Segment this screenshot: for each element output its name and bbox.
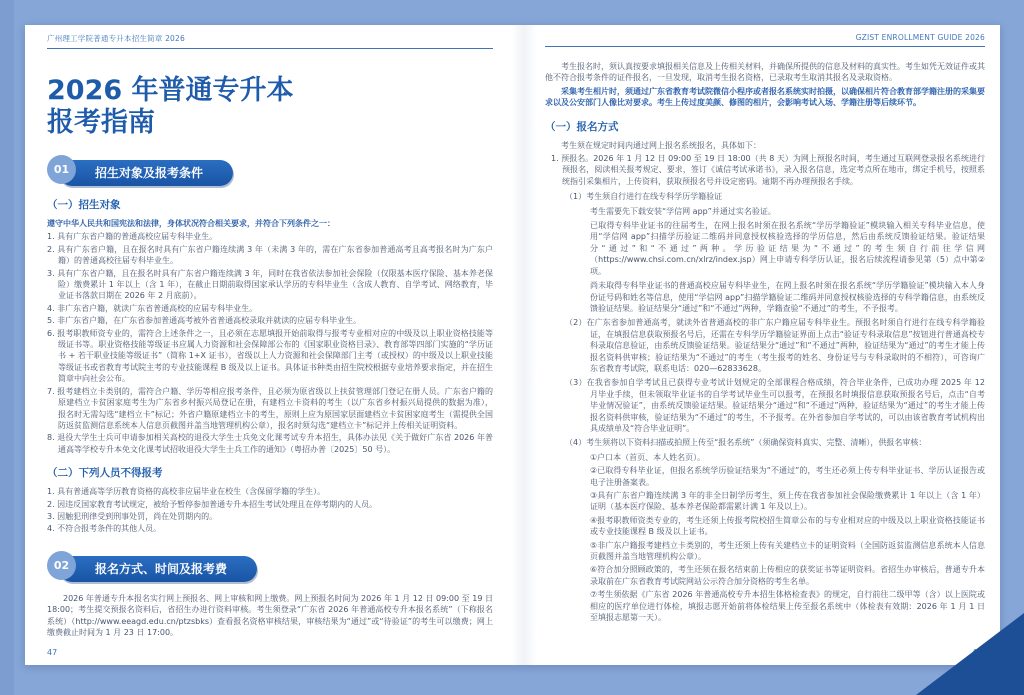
page-paper (25, 25, 1000, 665)
subsection-heading: （一）报名方式 (545, 120, 619, 133)
material-item: ④报考职教师资类专业的，考生还须上传报考院校招生简章公布的与专业相对应的中级及以上职业资格技能证书或专业技能课程 B 级及以上证书。 (590, 515, 985, 537)
list-item: 4. 非广东省户籍，就读广东省普通高校的应届专科毕业生。 (47, 303, 258, 313)
subsection-heading: （一）招生对象 (47, 199, 121, 211)
page-gutter (511, 25, 537, 665)
paragraph: 考生报名时，须认真按要求填报相关信息及上传相关材料，并确保所提供的信息及材料的真实性。考生如凭无效证件或其他不符合报考条件的证件报名，一旦发现，取消考生报名资格，已录取考生取消其报名及录取资格。 (545, 62, 985, 83)
running-header-right: GZIST ENROLLMENT GUIDE 2026 (545, 33, 985, 47)
page-title (47, 75, 493, 139)
photo-requirement-highlight: 采集考生相片时，须通过广东省教育考试院微信小程序或者报名系统实时拍摄，以确保相片符合教育部学籍注册的采集要求以及公安部门人像比对要求。考生上传过度美颜、修图的相片，会影响考试入场、学籍注册等后续环节。 (545, 86, 985, 108)
section-title-pill: 报名方式、时间及报考费 (59, 556, 257, 582)
sub-item-paragraph: 已取得专科毕业证书的往届考生，在网上报名时须在报名系统“学历学籍验证”模块输入相关专科毕业信息，使用“学信网 app”扫描学历验证二维码并同意授权核验选择的学历信息，然后由系统反馈验证结果。验证结果分“通过”和“不通过”两种。学历验证结果为“不通过”的考生须自行前往学信网（https://www.chsi.com.cn/xlrz/index.jsp）网上申请专科学历认证，报名后续流程请参见第（5）点中第②项。 (590, 221, 985, 276)
eligibility-lead: 遵守中华人民共和国宪法和法律，身体状况符合相关要求，并符合下列条件之一： (47, 219, 335, 228)
material-item: ①户口本（首页、本人姓名页）。 (590, 452, 706, 462)
list-item: 2. 具有广东省户籍，且在报名时具有广东省户籍连续满 3 年（未满 3 年的，需在广东省参加普通高考且高考报名时为广东户籍）的普通高校往届专科毕业生。 (47, 244, 493, 266)
list-item: 2. 因违反国家教育考试规定，被给予暂停参加普通专升本招生考试处理且在停考期内的人员。 (47, 499, 378, 509)
section-badge-02 (47, 551, 493, 583)
section-number-badge: 02 (47, 551, 76, 580)
list-item: 3. 具有广东省户籍，且在报名时具有广东省户籍连续满 3 年，同时在我省依法参加社会保险（仅限基本医疗保险、基本养老保险）缴费累计 1 年以上（含 1 年），在截止日期前取得国家承认学历的专科毕业生（含成人教育、自学考试、网络教育，毕业证书落款日期在 2026 年 2 月底前）。 (47, 268, 493, 301)
list-item: 5. 非广东省户籍，在广东省参加普通高考被外省普通高校录取并就读的应届专科毕业生。 (47, 316, 362, 326)
right-page (545, 33, 985, 625)
sub-item-4-intro: （4）考生须将以下资料扫描或拍照上传至“报名系统”（须确保资料真实、完整、清晰），供报名审核： (565, 438, 927, 448)
section-number-badge: 01 (47, 155, 76, 184)
registration-overview-paragraph: 2026 年普通专升本报名实行网上预报名、网上审核和网上缴费。网上预报名时间为 2026 年 1 月 12 日 09:00 至 19 日 18:00；考生提交预报名资料后，省招生办进行资料审核。考生须登录“广东省 2026 年普通高校专升本报名系统”（下称报名系统）（http://www.eeagd.edu.cn/ptzsbks）查看报名资格审核结果，审核结果为“通过”或“待验证”的考生可以缴费；网上缴费截止时间为 1 月 23 日 17:00。 (47, 593, 493, 637)
material-item: ⑦考生须依据《广东省 2026 年普通高校专升本招生体格检查表》的规定，自行前往二级甲等（含）以上医院或相应的医疗单位进行体检，填报志愿开始前将体检结果上传至报名系统中（体检表有效期：2026 年 1 月 1 日至填报志愿第一天）。 (590, 590, 985, 623)
list-item: 4. 不符合报考条件的其他人员。 (47, 524, 162, 534)
running-header-left: 广州理工学院普通专升本招生简章 2026 (47, 33, 493, 49)
page-number-left: 47 (47, 648, 58, 657)
material-item: ③具有广东省户籍连续满 3 年的非全日制学历考生，须上传在我省参加社会保险缴费累计 1 年以上（含 1 年）证明（基本医疗保险、基本养老保险都需累计满 1 年及以上）。 (590, 491, 985, 512)
page-title-line1: 2026 年普通专升本 (47, 75, 294, 106)
material-item: ②已取得专科毕业证，但报名系统学历验证结果为“不通过”的，考生还必须上传专科毕业证书、学历认证报告或电子注册备案表。 (590, 466, 985, 487)
material-item: ⑤非广东户籍报考建档立卡类别的，考生还须上传有关建档立卡的证明资料（全国防返贫监测信息系统本人信息页截图并盖当地管理机构公章）。 (590, 540, 985, 562)
intro-line: 考生须在规定时间内通过网上报名系统报名，具体如下： (561, 140, 761, 150)
material-item: ⑥符合加分照顾政策的，考生还须在报名结束前上传相应的获奖证书等证明资料。省招生办审核后，普通专升本录取前在广东省教育考试院网站公示符合加分资格的考生名单。 (590, 565, 985, 586)
sub-item-1-heading: （1）考生须自行进行在线专科学历学籍验证 (565, 192, 723, 202)
left-page (47, 33, 493, 638)
sub-item-3: （3）在我省参加自学考试且已获得专业考试计划规定的全部课程合格成绩，符合毕业条件，已成功办理 2025 年 12 月毕业手续，但未领取毕业证书的自学考试毕业生可以报考，在预报名时填报信息获取预报名号后，点击“自考毕业情况验证”，由系统反馈验证结果。验证结果分“通过”和“不通过”两种，验证结果为“通过”的考生才能上传报名资料供审核，验证结果为“不通过”的考生，不予报考。在外省参加自学考试的，可以由该省教育考试机构出具成绩单及“符合毕业证明”。 (565, 378, 985, 433)
list-item: 1. 具有广东省户籍的普通高校应届专科毕业生。 (47, 232, 218, 242)
list-item: 8. 退役大学生士兵可申请参加相关高校的退役大学生士兵免文化课考试专升本招生，具体办法见《关于做好广东省 2026 年普通高等学校专升本免文化课考试招收退役大学生士兵工作的通知》（粤招办普〔2025〕50 号）。 (47, 433, 493, 454)
list-item: 7. 报考建档立卡类别的，需符合户籍、学历等相应报考条件，且必须为原省级以上扶贫管理部门登记在册人员。广东省户籍的原建档立卡贫困家庭考生为广东省乡村振兴局登记在册，有建档立卡资料的考生（以广东省乡村振兴局提供的数据为准），报名时无需勾选“建档立卡”标记；外省户籍原建档立卡的考生，原则上应为原国家层面建档立卡贫困家庭考生（需提供全国防返贫监测信息系统本人信息页截图并盖当地管理机构公章），报名时须勾选“建档立卡”标记并上传相关证明资料。 (47, 386, 493, 430)
list-item: 1. 具有普通高等学历教育资格的高校非应届毕业在校生（含保留学籍的学生）。 (47, 487, 326, 497)
section-title-pill: 招生对象及报考条件 (59, 160, 233, 186)
page-title-line2: 报考指南 (47, 107, 155, 138)
sub-item-2: （2）在广东省参加普通高考，就读外省普通高校的非广东户籍应届专科毕业生。预报名时须自行进行在线专科学籍验证，在填报信息获取预报名号后，还需在专科学历学籍验证界面上点击“验证专科录取信息”按钮进行普通高校专科录取信息验证，由系统反馈验证结果。验证结果分“通过”和“不通过”两种，验证结果为“通过”的考生才能上传报名资料供审核；验证结果为“不通过”的考生（考生报考的姓名、身份证号与专科录取时的不相符），可咨询广东省教育考试院，联系电话：020—62833628。 (565, 318, 985, 373)
sub-item-paragraph: 尚未取得专科毕业证书的普通高校应届专科毕业生，在网上报名时须在报名系统“学历学籍验证”模块输入本人身份证号码和姓名等信息，使用“学信网 app”扫描学籍验证二维码并同意授权核验选择的专科学籍信息，由系统反馈验证结果。验证结果分“通过”和“不通过”两种，学籍查验“不通过”的考生，不予报考。 (590, 281, 985, 313)
list-item: 3. 因触犯刑律受到刑事处罚，尚在处罚期内的。 (47, 511, 218, 521)
list-item: 1. 预报名。2026 年 1 月 12 日 09:00 至 19 日 18:00（共 8 天）为网上预报名时间，考生通过互联网登录报名系统进行预报名，阅读相关报考规定、要求，签订《诚信考试承诺书》，录入报名信息，选定考点所在地市，绑定手机号，按照系统指引采集相片，上传资料，获取预报名号并设定密码。逾期不再办理预报名手续。 (551, 154, 985, 186)
subsection-heading: （二）下列人员不得报考 (47, 467, 163, 480)
section-badge-01 (47, 155, 493, 187)
list-item: 6. 报考职教师资专业的，需符合上述条件之一，且必须在志愿填报开始前取得与报考专业相对应的中级及以上职业资格技能等级证书等。职业资格技能等级证书应属人力资源和社会保障部公布的《国家职业资格目录》、教育部等四部门实施的“学历证书 + 若干职业技能等级证书”（简称 1+X 证书），省级以上人力资源和社会保障部门主考（或授权）的中级及以上职业技能等级证书或省教育考试院主考的专业技能课程 B 级及以上证书。具体证书种类由招生院校根据专业培养要求指定，并在招生简章中向社会公布。 (47, 328, 493, 384)
sub-item-paragraph: 考生需要先下载安装“学信网 app”并通过实名验证。 (590, 206, 776, 216)
